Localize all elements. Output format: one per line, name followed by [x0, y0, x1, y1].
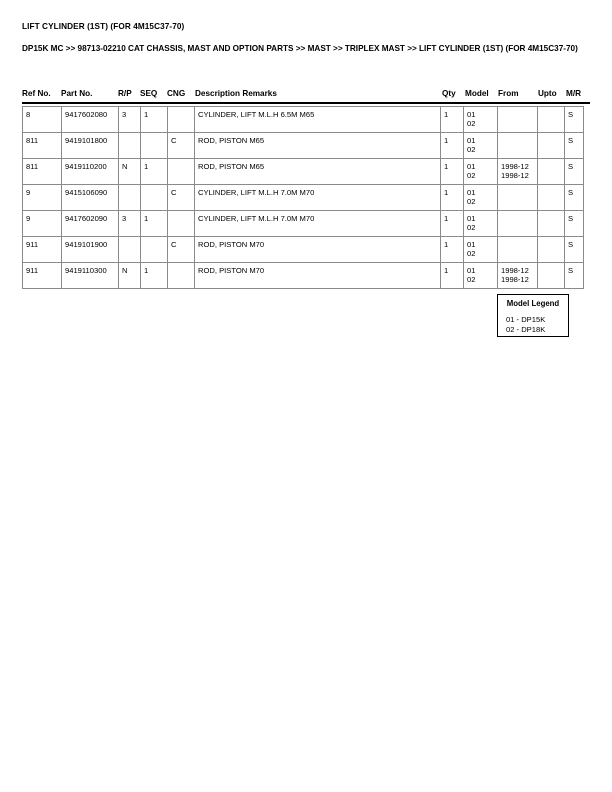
seq-cell: [141, 133, 168, 159]
model-code: 02: [467, 275, 476, 285]
upto-cell: [538, 159, 565, 185]
model-code: 01: [467, 266, 476, 275]
model-cell: [464, 211, 498, 237]
model-code: 02: [467, 119, 476, 129]
model-code: 02: [467, 171, 476, 181]
model-cell: [464, 107, 498, 133]
column-header-cng: CNG: [167, 89, 186, 98]
model-code: 01: [467, 162, 476, 171]
qty-cell: 1: [441, 237, 464, 263]
model-legend-title: Model Legend: [506, 299, 560, 308]
column-header-qty: Qty: [442, 89, 456, 98]
qty-cell: 1: [441, 107, 464, 133]
ref-no-cell: 811: [23, 133, 62, 159]
description-cell: ROD, PISTON M70: [195, 237, 441, 263]
from-cell: [498, 211, 538, 237]
model-code: 02: [467, 223, 476, 233]
from-cell: [498, 159, 538, 185]
model-code: 02: [467, 145, 476, 155]
model-code: 01: [467, 214, 476, 223]
table-row: [23, 107, 584, 133]
part-no-cell: 9419110200: [62, 159, 119, 185]
column-header-mr: M/R: [566, 89, 582, 98]
model-cell: [464, 263, 498, 289]
model-code: 02: [467, 197, 476, 207]
description-cell: ROD, PISTON M65: [195, 133, 441, 159]
page-title: LIFT CYLINDER (1ST) (FOR 4M15C37-70): [22, 22, 185, 31]
column-header-seq: SEQ: [140, 89, 158, 98]
cng-cell: [168, 263, 195, 289]
mr-cell: S: [565, 159, 584, 185]
upto-cell: [538, 133, 565, 159]
seq-cell: 1: [141, 107, 168, 133]
description-cell: CYLINDER, LIFT M.L.H 7.0M M70: [195, 185, 441, 211]
legend-item: 01 - DP15K: [506, 315, 546, 324]
description-cell: CYLINDER, LIFT M.L.H 7.0M M70: [195, 211, 441, 237]
part-no-cell: 9417602090: [62, 211, 119, 237]
model-cell: [464, 237, 498, 263]
upto-cell: [538, 107, 565, 133]
description-cell: ROD, PISTON M65: [195, 159, 441, 185]
legend-item: 02 - DP18K: [506, 324, 546, 334]
cng-cell: C: [168, 133, 195, 159]
table-row: [23, 133, 584, 159]
ref-no-cell: 811: [23, 159, 62, 185]
ref-no-cell: 9: [23, 185, 62, 211]
seq-cell: 1: [141, 263, 168, 289]
table-row: [23, 185, 584, 211]
from-date: 1998-12: [501, 266, 529, 275]
table-header: [22, 89, 590, 103]
qty-cell: 1: [441, 185, 464, 211]
rp-cell: [119, 185, 141, 211]
qty-cell: 1: [441, 159, 464, 185]
model-cell: [464, 133, 498, 159]
qty-cell: 1: [441, 133, 464, 159]
mr-cell: S: [565, 263, 584, 289]
from-date: 1998-12: [501, 275, 529, 285]
breadcrumb: DP15K MC >> 98713-02210 CAT CHASSIS, MAST AND OPTION PARTS >> MAST >> TRIPLEX MAST >> LIFT CYLINDER (1ST) (FOR 4M15C37-70): [22, 44, 578, 53]
description-cell: CYLINDER, LIFT M.L.H 6.5M M65: [195, 107, 441, 133]
from-cell: [498, 237, 538, 263]
seq-cell: 1: [141, 211, 168, 237]
rp-cell: N: [119, 263, 141, 289]
cng-cell: C: [168, 237, 195, 263]
part-no-cell: 9419110300: [62, 263, 119, 289]
model-code: 01: [467, 188, 476, 197]
cng-cell: [168, 159, 195, 185]
qty-cell: 1: [441, 263, 464, 289]
upto-cell: [538, 211, 565, 237]
seq-cell: [141, 185, 168, 211]
ref-no-cell: 8: [23, 107, 62, 133]
table-row: [23, 263, 584, 289]
rp-cell: N: [119, 159, 141, 185]
model-code: 01: [467, 110, 476, 119]
model-legend: [497, 294, 569, 337]
model-legend-items: [506, 315, 545, 334]
table-row: [23, 159, 584, 185]
model-cell: [464, 185, 498, 211]
part-no-cell: 9419101800: [62, 133, 119, 159]
mr-cell: S: [565, 237, 584, 263]
model-code: 01: [467, 136, 476, 145]
column-header-description: Description Remarks: [195, 89, 277, 98]
rp-cell: 3: [119, 211, 141, 237]
upto-cell: [538, 237, 565, 263]
header-divider: [22, 102, 590, 104]
from-cell: [498, 185, 538, 211]
table-row: [23, 211, 584, 237]
cng-cell: [168, 107, 195, 133]
mr-cell: S: [565, 133, 584, 159]
upto-cell: [538, 185, 565, 211]
column-header-upto: Upto: [538, 89, 557, 98]
from-date: 1998-12: [501, 162, 529, 171]
cng-cell: [168, 211, 195, 237]
seq-cell: [141, 237, 168, 263]
column-header-part-no: Part No.: [61, 89, 93, 98]
from-date: 1998-12: [501, 171, 529, 181]
from-cell: [498, 263, 538, 289]
from-cell: [498, 107, 538, 133]
upto-cell: [538, 263, 565, 289]
model-code: 02: [467, 249, 476, 259]
rp-cell: [119, 133, 141, 159]
qty-cell: 1: [441, 211, 464, 237]
mr-cell: S: [565, 107, 584, 133]
rp-cell: [119, 237, 141, 263]
mr-cell: S: [565, 211, 584, 237]
mr-cell: S: [565, 185, 584, 211]
cng-cell: C: [168, 185, 195, 211]
ref-no-cell: 911: [23, 237, 62, 263]
rp-cell: 3: [119, 107, 141, 133]
seq-cell: 1: [141, 159, 168, 185]
part-no-cell: 9415106090: [62, 185, 119, 211]
description-cell: ROD, PISTON M70: [195, 263, 441, 289]
model-cell: [464, 159, 498, 185]
column-header-model: Model: [465, 89, 489, 98]
column-header-rp: R/P: [118, 89, 132, 98]
part-no-cell: 9417602080: [62, 107, 119, 133]
table-row: [23, 237, 584, 263]
column-header-from: From: [498, 89, 519, 98]
part-no-cell: 9419101900: [62, 237, 119, 263]
from-cell: [498, 133, 538, 159]
parts-table: [22, 106, 584, 289]
ref-no-cell: 9: [23, 211, 62, 237]
ref-no-cell: 911: [23, 263, 62, 289]
model-code: 01: [467, 240, 476, 249]
column-header-ref-no: Ref No.: [22, 89, 51, 98]
